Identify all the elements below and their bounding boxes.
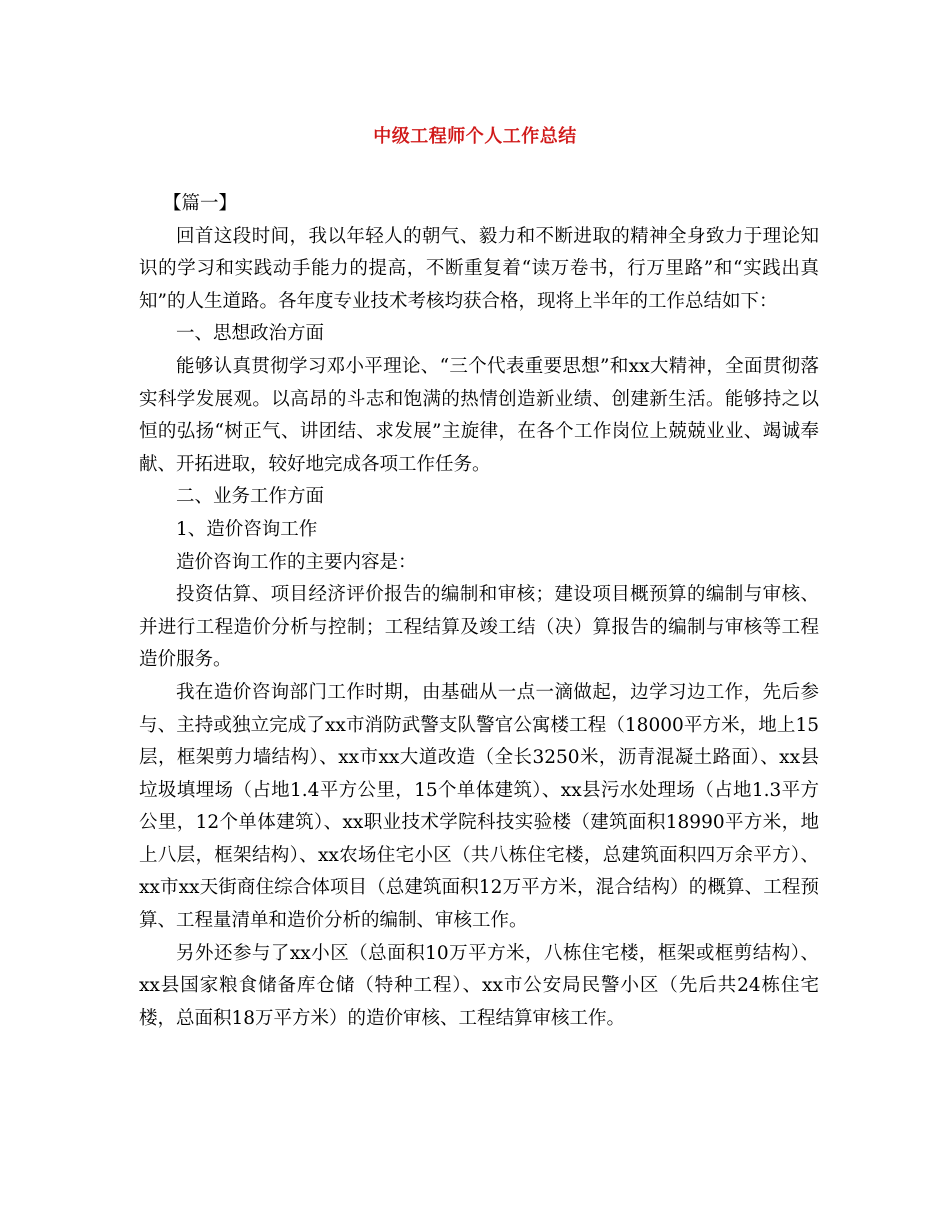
document-title: 中级工程师个人工作总结	[373, 126, 577, 147]
paragraph-cost-consulting-content: 投资估算、项目经济评价报告的编制和审核；建设项目概预算的编制与审核、并进行工程造价分析与控制；工程结算及竣工结（决）算报告的编制与审核等工程造价服务。	[139, 584, 819, 671]
section-label: 【篇一】	[163, 193, 238, 214]
paragraph-cost-consulting-intro: 造价咨询工作的主要内容是：	[176, 551, 417, 573]
paragraph-political: 能够认真贯彻学习邓小平理论、“三个代表重要思想”和xx大精神，全面贯彻落实科学发展观。以高昂的斗志和饱满的热情创造新业绩、创建新生活。能够持之以恒的弘扬“树正气、讲团结、求发展”主旋律，在各个工作岗位上兢兢业业、竭诚奉献、开拓进取，较好地完成各项工作任务。	[139, 355, 819, 475]
paragraph-projects: 我在造价咨询部门工作时期，由基础从一点一滴做起，边学习边工作，先后参与、主持或独立完成了xx市消防武警支队警官公寓楼工程（18000平方米，地上15层，框架剪力墙结构）、xx市xx大道改造（全长3250米，沥青混凝土路面）、xx县垃圾填埋场（占地1.4平方公里，15个单体建筑）、xx县污水处理场（占地1.3平方公里，12个单体建筑）、xx职业技术学院科技实验楼（建筑面积18990平方米，地上八层，框架结构）、xx农场住宅小区（共八栋住宅楼，总建筑面积四万余平方）、xx市xx天街商住综合体项目（总建筑面积12万平方米，混合结构）的概算、工程预算、工程量清单和造价分析的编制、审核工作。	[139, 681, 819, 932]
heading-political: 一、思想政治方面	[176, 323, 325, 345]
paragraph-additional-projects: 另外还参与了xx小区（总面积10万平方米，八栋住宅楼，框架或框剪结构）、xx县国家粮食储备库仓储（特种工程）、xx市公安局民警小区（先后共24栋住宅楼，总面积18万平方米）的造价审核、工程结算审核工作。	[139, 942, 819, 1029]
heading-business: 二、业务工作方面	[176, 486, 325, 508]
paragraph-intro: 回首这段时间，我以年轻人的朝气、毅力和不断进取的精神全身致力于理论知识的学习和实践动手能力的提高，不断重复着“读万卷书，行万里路”和“实践出真知”的人生道路。各年度专业技术考核均获合格，现将上半年的工作总结如下：	[139, 225, 819, 312]
heading-cost-consulting: 1、造价咨询工作	[176, 518, 318, 540]
document-body	[139, 188, 819, 1035]
